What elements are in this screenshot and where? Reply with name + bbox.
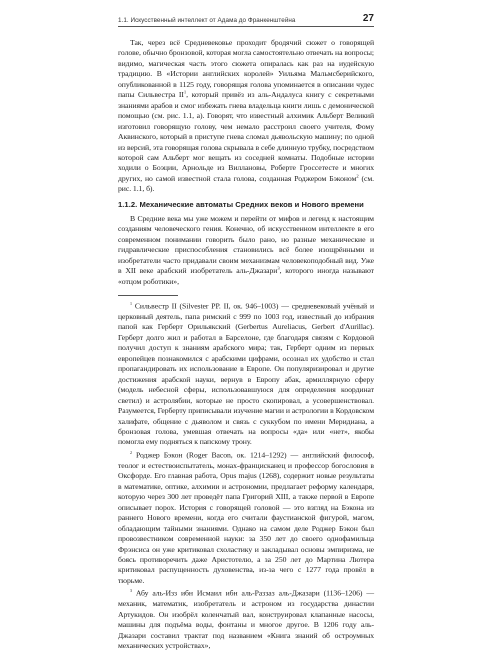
running-header <box>118 10 374 27</box>
section-heading: 1.1.2. Механические автоматы Средних веков и Нового времени <box>118 199 364 209</box>
body-text <box>118 38 374 652</box>
footnote: $^1$ Сильвестр II (Silvester PP. II, ок. 946–1003) — средневековый учёный и церковный деятель, папа римский с 999 по 1003 год, известный до избрания папой как Герберт Орильякский (Gerbertus Aureliacus, Gerbert d'Aurillac). Герберт долго жил и работал в Барселоне, где благодаря связям с Кордовой получил доступ к знаниям арабского мира; так, Герберт одним из первых европейцев познакомился с арабскими цифрами, осознал их удобство и стал пропагандировать их использование в Европе. Он популяризировал и другие достижения арабской науки, вернув в Европу абак, армиллярную сферу (модель небесной сферы, использовавшуюся для определения координат светил) и астролябии, которые не просто скопировал, а усовершенствовал. Разумеется, Герберту приписывали изучение магии и астрологии в Кордовском халифате, общение с дьяволом и связь с суккубом по имени Меридиана, а бронзовая голова, умевшая отвечать на вопросы «да» или «нет», якобы помогла ему подняться к папскому трону. <box>118 300 374 447</box>
paragraph: Так, через всё Средневековье проходит бродячий сюжет о говорящей голове, обычно бронзовой, которая могла самостоятельно отвечать на вопросы; видимо, магическая часть этого сюжета опиралась как раз на иудейскую традицию. В «Истории английских королей» Уильяма Мальмсберийского, опубликованной в 1125 году, говорящая голова упоминается в описании чудес папы Сильвестра II$^1$, который привёз из аль-Андалуса книгу с секретными знаниями арабов и смог избежать гнева владельца книги лишь с демонической помощью (см. рис. 1.1, а). Говорят, что известный алхимик Альберт Великий изготовил говорящую голову, чем немало расстроил своего учителя, Фому Аквинского, который в приступе гнева сломал дьявольскую машину; по одной из версий, эта говорящая голова скрывала в себе длинную трубку, посредством которой сам Альберт мог вещать из соседней комнаты. Подобные истории ходили о Боэции, Арнольде из Виллановы, Роберте Гроссетесте и многих других, но самой известной стала голова, созданная Роджером Бэконом$^2$ (см. рис. 1.1, б). <box>118 38 374 194</box>
running-title: 1.1. Искусственный интеллект от Адама до Франкенштейна <box>118 17 296 24</box>
paragraph: В Средние века мы уже можем и перейти от мифов и легенд к настоящим созданиям человеческого гения. Конечно, об искусственном интеллекте в его современном понимании говорить было рано, но разные механические и гидравлические приспособления становились всё более изощрёнными и изобретатели часто придавали своим механизмам человекоподобный вид. Уже в XII веке арабский изобретатель аль-Джазари$^3$, которого иногда называют «отцом роботики», <box>118 213 374 286</box>
page-number: 27 <box>362 13 374 24</box>
footnote: $^3$ Абу аль-Изз ибн Исмаил ибн аль-Раззаз аль-Джазари (1136–1206) — механик, математик, изобретатель и астроном из государства династии Артукидов. Он изобрёл коленчатый вал, конструировал клапанные насосы, машины для подъёма воды, фонтаны и многое другое. В 1206 году аль-Джазари составил трактат под названием «Книга знаний об остроумных механических устройствах», <box>118 588 374 651</box>
footnote-ref[interactable]: 3 <box>277 265 280 271</box>
footnote-marker: 1 <box>130 300 132 306</box>
footnote-separator <box>118 295 178 296</box>
footnote-ref[interactable]: 1 <box>183 89 187 95</box>
footnote: $^2$ Роджер Бэкон (Roger Bacon, ок. 1214–1292) — английский философ, теолог и естествоиспытатель, монах-францисканец и профессор богословия в Оксфорде. Его главная работа, Opus majus (1268), содержит новые результаты в математике, оптике, алхимии и астрономии, предлагает реформу календаря, которую через 300 лет проведёт папа Григорий XIII, а также первой в Европе описывает порох. История с говорящей головой — это взгляд на Бэкона из раннего Нового времени, когда его считали фаустианской фигурой, магом, обладающим тайными знаниями. Однако на самом деле Роджер Бэкон был провозвестником современной науки: за 350 лет до своего однофамильца Фрэнсиса он уже критиковал схоластику и закладывал основы эмпиризма, не боясь противоречить даже Аристотелю, а за 250 лет до Мартина Лютера критиковал распущенность духовенства, из-за чего с 1277 года провёл в тюрьме. <box>118 449 374 585</box>
footnote-marker: 2 <box>130 449 132 455</box>
footnote-ref[interactable]: 2 <box>356 173 359 179</box>
footnote-marker: 3 <box>130 588 132 594</box>
